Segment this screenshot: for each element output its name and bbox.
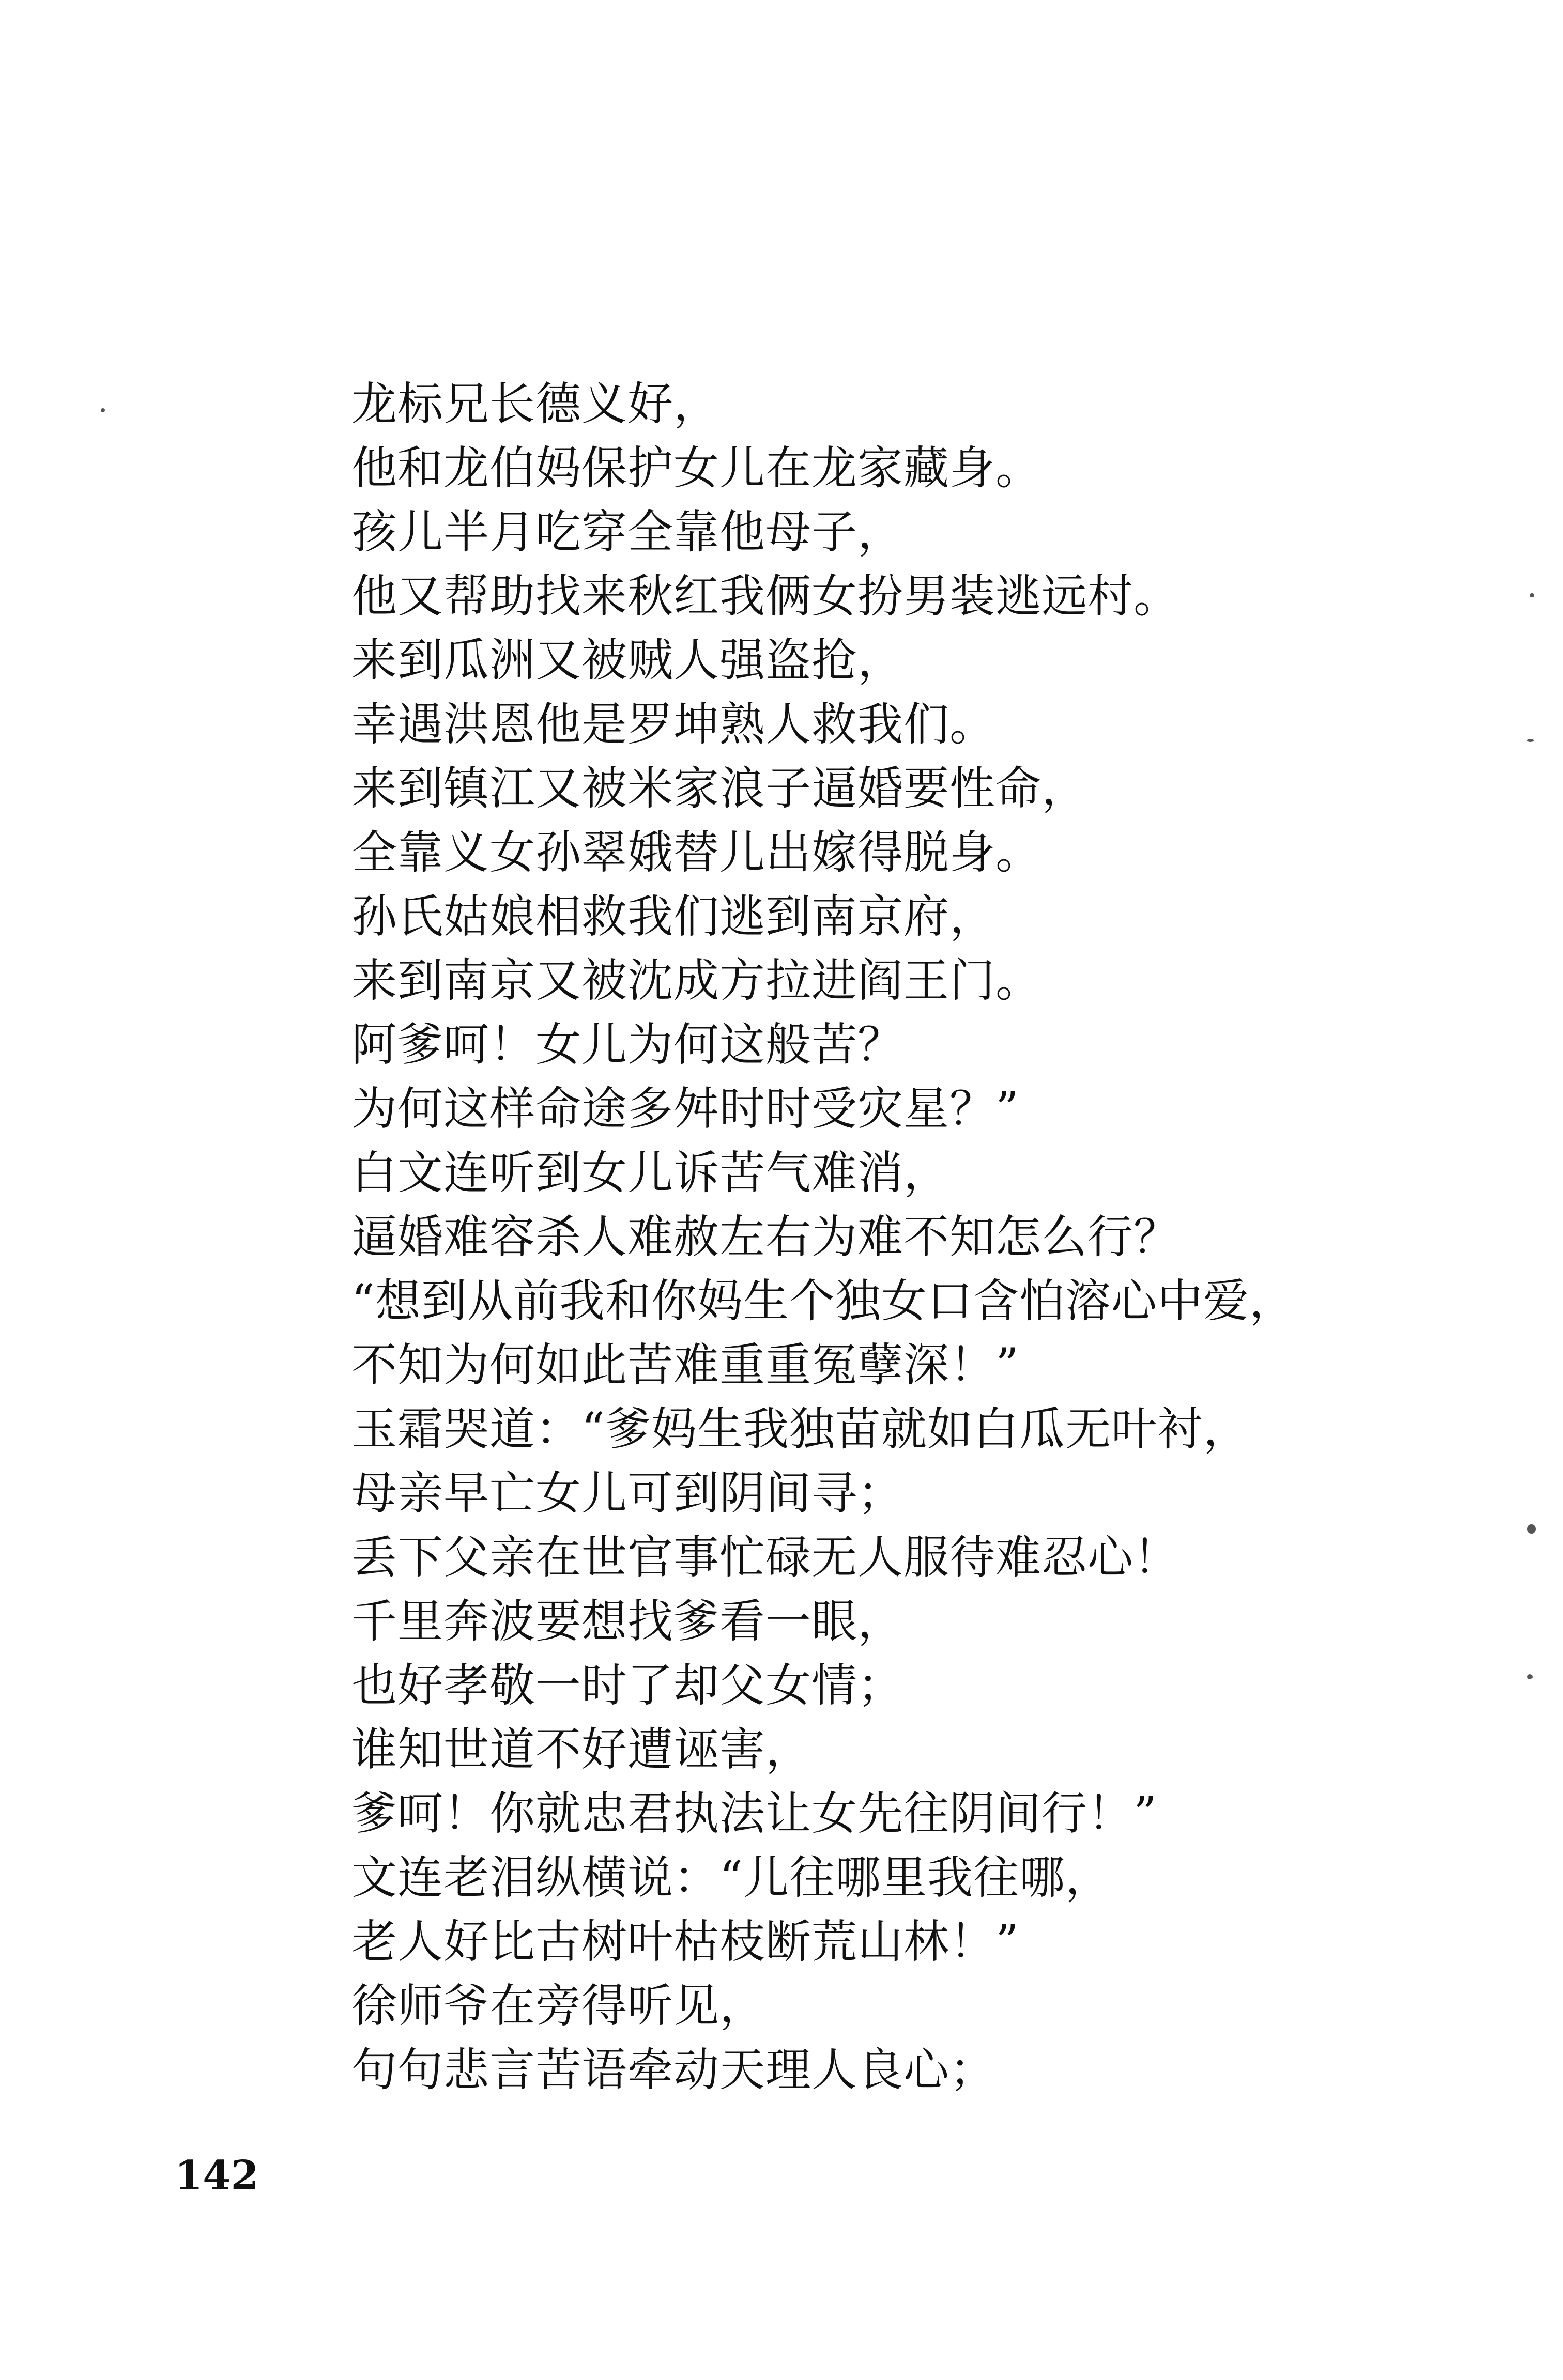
poem-line: 玉霜哭道：“爹妈生我独苗就如白瓜无叶衬，: [351, 1402, 1249, 1456]
poem-line: 他和龙伯妈保护女儿在龙家藏身。: [351, 441, 1042, 494]
poem-line: 丢下父亲在世官事忙碌无人服待难忍心！: [351, 1531, 1180, 1584]
poem-line: 句句悲言苦语牵动天理人良心；: [351, 2043, 996, 2096]
poem-line: 逼婚难容杀人难赦左右为难不知怎么行？: [351, 1210, 1180, 1263]
scan-speck: [1530, 593, 1534, 597]
poem-line: 徐师爷在旁得听见，: [351, 1979, 766, 2032]
poem-line: 文连老泪纵横说：“儿往哪里我往哪，: [351, 1851, 1111, 1904]
poem-line: 也好孝敬一时了却父女情；: [351, 1659, 904, 1712]
scan-speck: [1527, 1674, 1533, 1679]
poem-line: 幸遇洪恩他是罗坤熟人救我们。: [351, 698, 996, 751]
poem-line: 全靠义女孙翠娥替儿出嫁得脱身。: [351, 826, 1042, 879]
poem-line: 来到瓜洲又被贼人强盗抢，: [351, 633, 904, 687]
scan-speck: [1527, 739, 1534, 742]
poem-line: 谁知世道不好遭诬害，: [351, 1723, 812, 1776]
poem-line: 爹呵！你就忠君执法让女先往阴间行！”: [351, 1787, 1157, 1840]
poem-line: 千里奔波要想找爹看一眼，: [351, 1595, 904, 1648]
poem-line: 龙标兄长德义好，: [351, 377, 720, 430]
poem-line: 老人好比古树叶枯枝断荒山林！”: [351, 1915, 1019, 1968]
poem-line: 孙氏姑娘相救我们逃到南京府，: [351, 890, 996, 943]
poem-line: 为何这样命途多舛时时受灾星？”: [351, 1082, 1019, 1135]
poem-line: 不知为何如此苦难重重冤孽深！”: [351, 1338, 1019, 1392]
poem-line: 阿爹呵！女儿为何这般苦？: [351, 1018, 904, 1071]
page-number: 142: [175, 2152, 259, 2199]
poem-line: 孩儿半月吃穿全靠他母子，: [351, 505, 904, 559]
poem-line: 他又帮助找来秋红我俩女扮男装逃远村。: [351, 569, 1180, 623]
poem-text: [351, 372, 1437, 2102]
poem-line: “想到从前我和你妈生个独女口含怕溶心中爱，: [351, 1274, 1295, 1327]
scan-speck: [1527, 1524, 1536, 1534]
poem-line: 来到南京又被沈成方拉进阎王门。: [351, 954, 1042, 1007]
scan-speck: [101, 408, 105, 412]
poem-line: 母亲早亡女儿可到阴间寻；: [351, 1466, 904, 1520]
poem-line: 白文连听到女儿诉苦气难消，: [351, 1146, 950, 1199]
poem-line: 来到镇江又被米家浪子逼婚要性命，: [351, 762, 1088, 815]
